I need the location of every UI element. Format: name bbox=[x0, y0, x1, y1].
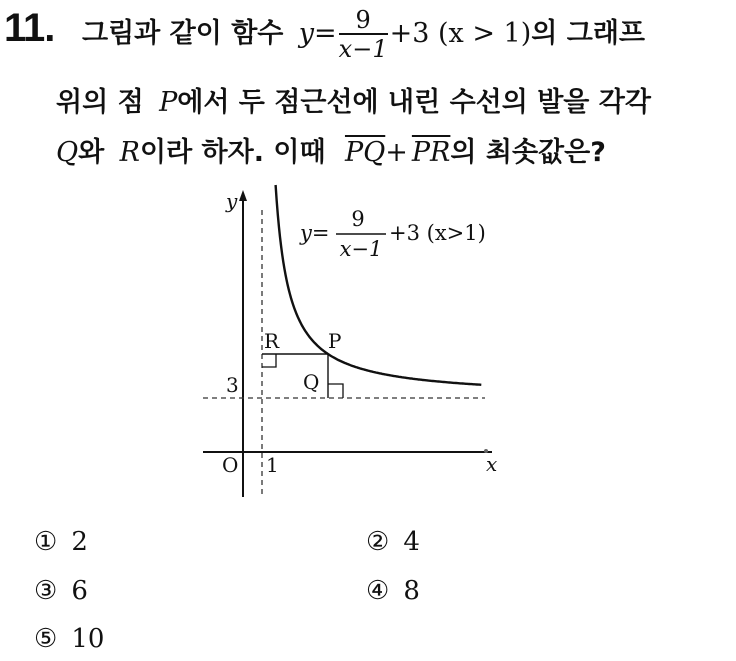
choice-1-mark: ① bbox=[34, 527, 58, 557]
question-text: 이라 하자. 이때 bbox=[139, 137, 326, 168]
curve-frac-num: 9 bbox=[351, 207, 365, 231]
question-text: 위의 점 bbox=[56, 87, 144, 118]
choice-3[interactable] bbox=[34, 576, 88, 606]
y-axis-label: y bbox=[226, 189, 238, 213]
point-r-var: R bbox=[119, 137, 140, 168]
choice-3-value: 6 bbox=[71, 576, 88, 606]
choice-5[interactable] bbox=[34, 624, 104, 654]
fraction-denominator: x−1 bbox=[338, 34, 388, 63]
y-axis-arrow bbox=[239, 190, 247, 201]
right-angle-mark-r bbox=[262, 354, 276, 367]
origin-label: O bbox=[222, 453, 239, 477]
choice-1[interactable] bbox=[34, 527, 88, 557]
x-tick-label: 1 bbox=[266, 453, 279, 477]
curve-label-rest: +3 (x>1) bbox=[389, 221, 486, 245]
curve-label-lhs: y= bbox=[300, 221, 330, 245]
fraction-numerator: 9 bbox=[339, 7, 388, 35]
equation-sign: = bbox=[314, 18, 337, 49]
point-p-var: P bbox=[159, 87, 178, 118]
question-text: 의 최솟값은? bbox=[450, 137, 606, 168]
question-text: 와 bbox=[78, 137, 105, 168]
equation-lhs: y bbox=[298, 18, 315, 49]
question-text: 그림과 같이 함수 bbox=[82, 18, 284, 49]
choice-2-mark: ② bbox=[366, 527, 390, 557]
y-tick-label: 3 bbox=[226, 373, 239, 397]
choice-2-value: 4 bbox=[403, 527, 420, 557]
question-text: 에서 두 점근선에 내린 수선의 발을 각각 bbox=[177, 87, 651, 118]
plus-sign: + bbox=[385, 137, 408, 168]
choice-4[interactable] bbox=[366, 576, 420, 606]
segment-pq: $\overline{PQ}$ bbox=[344, 137, 386, 168]
question-number: 11. bbox=[4, 6, 55, 50]
point-r-label: R bbox=[264, 329, 280, 353]
point-p-label: P bbox=[328, 329, 342, 353]
choice-5-value: 10 bbox=[71, 624, 105, 654]
choice-5-mark: ⑤ bbox=[34, 624, 58, 654]
point-q-label: Q bbox=[303, 370, 320, 394]
choice-1-value: 2 bbox=[71, 527, 88, 557]
x-axis-label: x bbox=[486, 452, 498, 476]
question-text: 의 그래프 bbox=[531, 18, 645, 49]
choice-4-mark: ④ bbox=[366, 576, 390, 606]
choice-4-value: 8 bbox=[403, 576, 420, 606]
point-q-var: Q bbox=[56, 137, 79, 168]
choice-2[interactable] bbox=[366, 527, 420, 557]
right-angle-mark-q bbox=[328, 384, 343, 398]
choice-3-mark: ③ bbox=[34, 576, 58, 606]
equation-rest: +3 (x > 1) bbox=[389, 18, 532, 49]
curve-frac-den: x−1 bbox=[339, 237, 383, 261]
segment-pr: $\overline{PR}$ bbox=[411, 137, 451, 168]
hyperbola-curve bbox=[276, 185, 482, 385]
